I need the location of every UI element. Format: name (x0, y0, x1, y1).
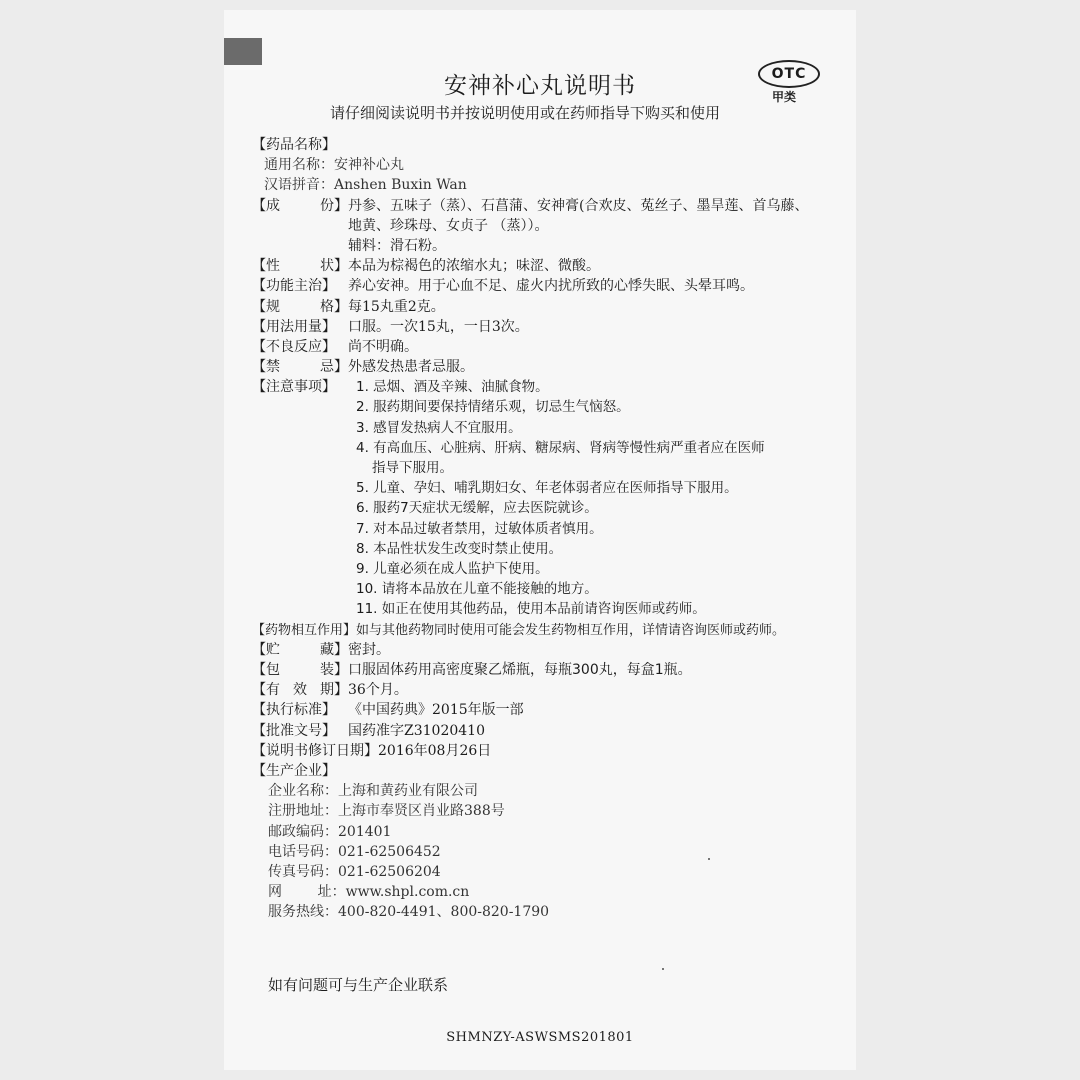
section-adverse-reactions (252, 337, 832, 357)
validity-label-b: 效 (293, 682, 307, 699)
approval-label: 【批准文号】 (252, 722, 336, 739)
interactions-value: 如与其他药物同时使用可能会发生药物相互作用，详情请咨询医师或药师。 (356, 622, 786, 638)
company-name: 企业名称：上海和黄药业有限公司 (268, 783, 478, 800)
footer-code: SHMNZY-ASWSMS201801 (446, 1030, 634, 1045)
specification-value: 每15丸重2克。 (348, 298, 445, 315)
precaution-item: 11. 如正在使用其他药品，使用本品前请咨询医师或药师。 (356, 601, 706, 618)
section-precautions (252, 377, 832, 619)
section-properties (252, 256, 832, 276)
ingredients-label-close: 份】 (320, 197, 348, 214)
otc-badge: OTC (758, 60, 820, 88)
pinyin-name: 汉语拼音：Anshen Buxin Wan (264, 177, 467, 194)
properties-label-open: 【性 (252, 258, 280, 275)
otc-class-label: 甲类 (772, 90, 797, 104)
precautions-label: 【注意事项】 (252, 379, 336, 396)
packaging-label-open: 【包 (252, 662, 280, 679)
section-approval (252, 721, 832, 741)
storage-value: 密封。 (348, 641, 390, 658)
section-indications (252, 276, 832, 296)
adverse-reactions-value: 尚不明确。 (348, 338, 418, 355)
manufacturer-heading: 【生产企业】 (252, 762, 336, 779)
adverse-reactions-label: 【不良反应】 (252, 338, 336, 355)
section-storage (252, 640, 832, 660)
precaution-item: 7. 对本品过敏者禁用，过敏体质者慎用。 (356, 520, 603, 537)
ingredients-label-open: 【成 (252, 197, 280, 214)
drug-name-heading: 【药品名称】 (252, 137, 336, 153)
contraindications-label-open: 【禁 (252, 359, 280, 376)
company-fax: 传真号码：021-62506204 (268, 863, 441, 880)
specification-label-close: 格】 (320, 298, 348, 315)
section-validity (252, 680, 832, 700)
contraindications-label-close: 忌】 (320, 359, 348, 376)
validity-label-c: 期】 (320, 682, 348, 699)
storage-label-close: 藏】 (320, 641, 348, 658)
manufacturer-details (252, 781, 832, 922)
corner-gray-mark (224, 38, 262, 65)
revision-value: 2016年08月26日 (378, 742, 492, 759)
packaging-label-close: 装】 (320, 662, 348, 679)
ingredients-excipient: 辅料：滑石粉。 (348, 237, 446, 254)
packaging-value: 口服固体药用高密度聚乙烯瓶，每瓶300丸，每盒1瓶。 (348, 662, 692, 679)
storage-label-open: 【贮 (252, 641, 280, 658)
standard-value: 《中国药典》2015年版一部 (348, 702, 524, 719)
validity-label-a: 【有 (252, 682, 280, 699)
section-specification (252, 297, 832, 317)
ingredients-line: 地黄、珍珠母、女贞子 （蒸））。 (348, 217, 549, 234)
document-title: 安神补心丸说明书 (444, 73, 636, 99)
company-phone: 电话号码：021-62506452 (268, 843, 441, 860)
properties-value: 本品为棕褐色的浓缩水丸；味涩、微酸。 (348, 258, 600, 275)
ingredients-line: 丹参、五味子（蒸）、石菖蒲、安神膏(合欢皮、菟丝子、墨旱莲、首乌藤、 (348, 197, 809, 214)
approval-value: 国药准字Z31020410 (348, 722, 485, 739)
precautions-list (356, 377, 836, 619)
precaution-item: 9. 儿童必须在成人监护下使用。 (356, 560, 549, 577)
precaution-item: 2. 服药期间要保持情绪乐观，切忌生气恼怒。 (356, 399, 630, 416)
precaution-item: 4. 有高血压、心脏病、肝病、糖尿病、肾病等慢性病严重者应在医师 (356, 439, 765, 456)
precaution-item: 3. 感冒发热病人不宜服用。 (356, 419, 522, 436)
dosage-value: 口服。一次15丸，一日3次。 (348, 318, 529, 335)
company-address: 注册地址：上海市奉贤区肖业路388号 (268, 803, 505, 820)
revision-label: 【说明书修订日期】 (252, 742, 378, 759)
section-interactions (252, 620, 832, 640)
precaution-item: 5. 儿童、孕妇、哺乳期妇女、年老体弱者应在医师指导下服用。 (356, 480, 738, 497)
document-subtitle: 请仔细阅读说明书并按说明使用或在药师指导下购买和使用 (329, 104, 720, 122)
leaflet-content (252, 135, 832, 922)
speck-mark (708, 858, 710, 860)
generic-name: 通用名称：安神补心丸 (264, 157, 404, 174)
standard-label: 【执行标准】 (252, 702, 336, 719)
company-postcode: 邮政编码：201401 (268, 823, 392, 840)
section-revision (252, 741, 832, 761)
contraindications-value: 外感发热患者忌服。 (348, 359, 474, 376)
indications-label: 【功能主治】 (252, 278, 336, 295)
speck-mark (662, 968, 664, 970)
company-website: www.shpl.com.cn (345, 884, 470, 901)
section-packaging (252, 660, 832, 680)
precaution-item-continued: 指导下服用。 (372, 460, 453, 477)
precaution-item: 6. 服药7天症状无缓解，应去医院就诊。 (356, 500, 598, 517)
company-website-label: 网 址： (268, 884, 346, 901)
section-manufacturer (252, 761, 832, 781)
interactions-label: 【药物相互作用】 (252, 622, 357, 638)
section-standard (252, 700, 832, 720)
validity-value: 36个月。 (348, 682, 408, 699)
contact-note: 如有问题可与生产企业联系 (268, 976, 449, 994)
section-contraindications (252, 357, 832, 377)
precaution-item: 8. 本品性状发生改变时禁止使用。 (356, 540, 563, 557)
section-drug-name (252, 135, 832, 155)
specification-label-open: 【规 (252, 298, 280, 315)
company-hotline: 服务热线：400-820-4491、800-820-1790 (268, 904, 550, 921)
dosage-label: 【用法用量】 (252, 318, 336, 335)
indications-value: 养心安神。用于心血不足、虚火内扰所致的心悸失眠、头晕耳鸣。 (348, 278, 754, 295)
properties-label-close: 状】 (320, 258, 348, 275)
company-website-row (252, 882, 832, 902)
section-ingredients (252, 196, 832, 257)
section-dosage (252, 317, 832, 337)
precaution-item: 1. 忌烟、酒及辛辣、油腻食物。 (356, 379, 549, 396)
precaution-item: 10. 请将本品放在儿童不能接触的地方。 (356, 581, 598, 598)
